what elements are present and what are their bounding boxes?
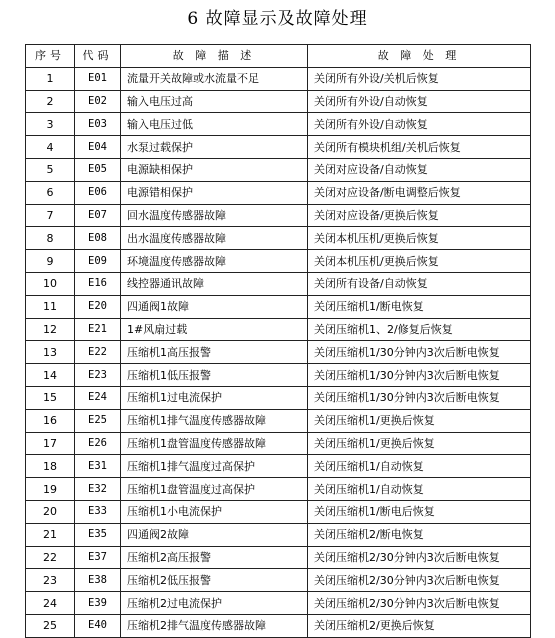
row-number: 9 [26, 250, 75, 273]
fault-description: 水泵过载保护 [121, 136, 308, 159]
fault-handling: 关闭压缩机1/更换后恢复 [308, 409, 531, 432]
row-number: 22 [26, 546, 75, 569]
fault-handling: 关闭压缩机2/更换后恢复 [308, 614, 531, 637]
fault-description: 压缩机1低压报警 [121, 364, 308, 387]
fault-handling: 关闭压缩机2/断电恢复 [308, 523, 531, 546]
fault-handling: 关闭压缩机1、2/修复后恢复 [308, 318, 531, 341]
fault-description: 压缩机2高压报警 [121, 546, 308, 569]
fault-code: E32 [75, 478, 121, 501]
table-row [26, 136, 531, 159]
table-row [26, 250, 531, 273]
fault-description: 压缩机2低压报警 [121, 569, 308, 592]
header-desc: 故 障 描 述 [121, 45, 308, 68]
table-row [26, 204, 531, 227]
table-row [26, 318, 531, 341]
header-code: 代码 [75, 45, 121, 68]
table-row [26, 409, 531, 432]
table-row [26, 523, 531, 546]
row-number: 20 [26, 500, 75, 523]
fault-code: E01 [75, 67, 121, 90]
fault-code: E08 [75, 227, 121, 250]
table-header-row [26, 45, 531, 68]
fault-handling: 关闭压缩机2/30分钟内3次后断电恢复 [308, 546, 531, 569]
row-number: 18 [26, 455, 75, 478]
fault-code: E26 [75, 432, 121, 455]
table-row [26, 227, 531, 250]
fault-code: E07 [75, 204, 121, 227]
fault-code: E40 [75, 614, 121, 637]
fault-code: E20 [75, 295, 121, 318]
table-row [26, 592, 531, 615]
fault-handling: 关闭对应设备/断电调整后恢复 [308, 181, 531, 204]
fault-description: 压缩机1小电流保护 [121, 500, 308, 523]
table-row [26, 546, 531, 569]
row-number: 10 [26, 272, 75, 295]
row-number: 15 [26, 386, 75, 409]
fault-handling: 关闭对应设备/更换后恢复 [308, 204, 531, 227]
fault-handling: 关闭压缩机1/30分钟内3次后断电恢复 [308, 364, 531, 387]
fault-code: E33 [75, 500, 121, 523]
row-number: 24 [26, 592, 75, 615]
table-row [26, 478, 531, 501]
fault-handling: 关闭压缩机2/30分钟内3次后断电恢复 [308, 569, 531, 592]
table-row [26, 432, 531, 455]
fault-handling: 关闭所有外设/自动恢复 [308, 113, 531, 136]
table-row [26, 67, 531, 90]
fault-description: 压缩机1排气温度传感器故障 [121, 409, 308, 432]
row-number: 8 [26, 227, 75, 250]
fault-code: E24 [75, 386, 121, 409]
row-number: 25 [26, 614, 75, 637]
row-number: 2 [26, 90, 75, 113]
row-number: 17 [26, 432, 75, 455]
fault-code: E02 [75, 90, 121, 113]
fault-description: 压缩机1高压报警 [121, 341, 308, 364]
fault-description: 压缩机1盘管温度过高保护 [121, 478, 308, 501]
fault-description: 线控器通讯故障 [121, 272, 308, 295]
fault-handling: 关闭所有外设/自动恢复 [308, 90, 531, 113]
fault-code: E16 [75, 272, 121, 295]
fault-description: 输入电压过高 [121, 90, 308, 113]
fault-description: 流量开关故障或水流量不足 [121, 67, 308, 90]
table-row [26, 158, 531, 181]
fault-handling: 关闭压缩机1/更换后恢复 [308, 432, 531, 455]
table-row [26, 500, 531, 523]
fault-description: 压缩机1排气温度过高保护 [121, 455, 308, 478]
fault-code: E31 [75, 455, 121, 478]
header-action: 故 障 处 理 [308, 45, 531, 68]
table-row [26, 295, 531, 318]
fault-description: 电源错相保护 [121, 181, 308, 204]
page-title: 6 故障显示及故障处理 [187, 9, 368, 29]
table-row [26, 386, 531, 409]
row-number: 1 [26, 67, 75, 90]
table-row [26, 614, 531, 637]
fault-handling: 关闭本机压机/更换后恢复 [308, 250, 531, 273]
fault-handling: 关闭所有设备/自动恢复 [308, 272, 531, 295]
fault-code: E22 [75, 341, 121, 364]
fault-code: E25 [75, 409, 121, 432]
fault-description: 压缩机1盘管温度传感器故障 [121, 432, 308, 455]
fault-description: 环境温度传感器故障 [121, 250, 308, 273]
row-number: 6 [26, 181, 75, 204]
row-number: 19 [26, 478, 75, 501]
table-row [26, 90, 531, 113]
table-row [26, 113, 531, 136]
fault-code: E23 [75, 364, 121, 387]
fault-code-table [25, 44, 531, 638]
fault-description: 压缩机2过电流保护 [121, 592, 308, 615]
row-number: 13 [26, 341, 75, 364]
table-row [26, 455, 531, 478]
row-number: 14 [26, 364, 75, 387]
fault-code: E38 [75, 569, 121, 592]
row-number: 21 [26, 523, 75, 546]
fault-handling: 关闭压缩机1/自动恢复 [308, 455, 531, 478]
fault-description: 电源缺相保护 [121, 158, 308, 181]
fault-code: E21 [75, 318, 121, 341]
fault-description: 回水温度传感器故障 [121, 204, 308, 227]
header-num: 序号 [26, 45, 75, 68]
fault-handling: 关闭所有模块机组/关机后恢复 [308, 136, 531, 159]
row-number: 7 [26, 204, 75, 227]
fault-code: E37 [75, 546, 121, 569]
fault-handling: 关闭压缩机1/断电后恢复 [308, 500, 531, 523]
fault-code: E35 [75, 523, 121, 546]
fault-handling: 关闭压缩机1/30分钟内3次后断电恢复 [308, 386, 531, 409]
fault-description: 1#风扇过载 [121, 318, 308, 341]
table-body [26, 67, 531, 637]
fault-code: E39 [75, 592, 121, 615]
fault-description: 输入电压过低 [121, 113, 308, 136]
table-row [26, 341, 531, 364]
fault-code: E06 [75, 181, 121, 204]
row-number: 23 [26, 569, 75, 592]
fault-handling: 关闭本机压机/更换后恢复 [308, 227, 531, 250]
fault-code: E09 [75, 250, 121, 273]
fault-handling: 关闭所有外设/关机后恢复 [308, 67, 531, 90]
row-number: 12 [26, 318, 75, 341]
fault-description: 出水温度传感器故障 [121, 227, 308, 250]
fault-handling: 关闭压缩机1/30分钟内3次后断电恢复 [308, 341, 531, 364]
fault-description: 四通阀2故障 [121, 523, 308, 546]
row-number: 4 [26, 136, 75, 159]
row-number: 11 [26, 295, 75, 318]
fault-code: E03 [75, 113, 121, 136]
fault-handling: 关闭压缩机1/自动恢复 [308, 478, 531, 501]
table-row [26, 272, 531, 295]
fault-handling: 关闭压缩机2/30分钟内3次后断电恢复 [308, 592, 531, 615]
table-row [26, 364, 531, 387]
fault-description: 压缩机2排气温度传感器故障 [121, 614, 308, 637]
row-number: 3 [26, 113, 75, 136]
fault-description: 四通阀1故障 [121, 295, 308, 318]
row-number: 5 [26, 158, 75, 181]
fault-handling: 关闭对应设备/自动恢复 [308, 158, 531, 181]
fault-description: 压缩机1过电流保护 [121, 386, 308, 409]
fault-handling: 关闭压缩机1/断电恢复 [308, 295, 531, 318]
table-row [26, 569, 531, 592]
row-number: 16 [26, 409, 75, 432]
table-row [26, 181, 531, 204]
fault-code: E05 [75, 158, 121, 181]
fault-code: E04 [75, 136, 121, 159]
